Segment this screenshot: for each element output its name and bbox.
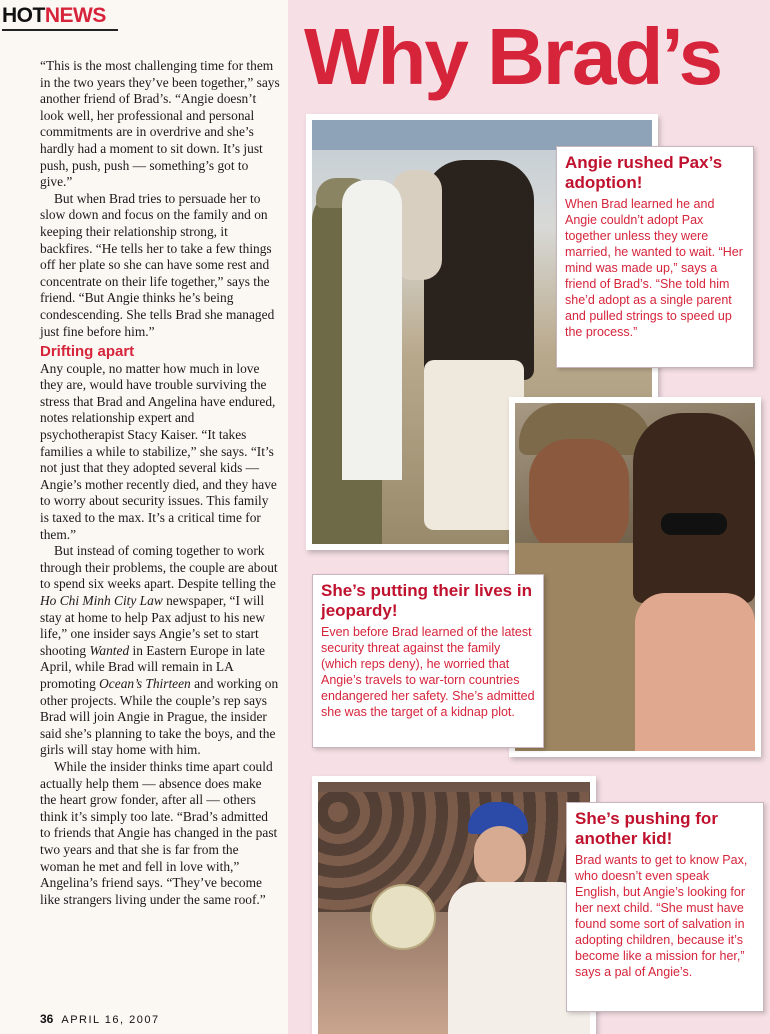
photo-woman-face <box>474 826 526 886</box>
article-body <box>40 58 280 908</box>
article-subhead: Drifting apart <box>40 343 135 361</box>
issue-date: APRIL 16, 2007 <box>61 1014 160 1026</box>
caption-another-kid <box>566 802 764 1012</box>
photo-woman-legs <box>424 360 524 530</box>
article-paragraph: While the insider thinks time apart could actually help them — absence does make the heart grow fonder, after all — others think it’s simply too late. “Brad’s admitted to friends that Angie has changed in the past two years and that she is far from the woman he met and fell in love with,” Angelina’s friend says. “They’ve become like strangers living under the same roof.” <box>40 758 278 907</box>
photo-officer-face <box>529 439 629 555</box>
photo-woman-sunglasses <box>661 513 727 535</box>
film-title: Ocean’s Thirteen <box>99 675 191 691</box>
caption-text: When Brad learned he and Angie couldn’t adopt Pax together unless they were married, he wanted to wait. “Her mind was made up,” says a friend of Brad’s. “She told him she’d adopt as a single parent and pulled strings to speed up the process.” <box>565 197 743 339</box>
caption-adoption <box>556 146 754 368</box>
page-folio <box>40 1012 160 1026</box>
caption-text: Brad wants to get to know Pax, who doesn’t even speak English, but Angie’s looking for her next child. “She must have found some sort of salvation in adopting children, because it’s become like a mission for her,” says a pal of Angie’s. <box>575 853 748 979</box>
caption-title: She’s pushing for another kid! <box>575 809 718 848</box>
section-tag <box>2 4 106 28</box>
caption-text: Even before Brad learned of the latest security threat against the family (which reps deny), he worried that Angie’s travels to war-torn countries endangered her safety. She’s admitted she was the target of a kidnap plot. <box>321 625 535 719</box>
caption-title: She’s putting their lives in jeopardy! <box>321 581 532 620</box>
text-run: in Eastern Europe in late April, while Brad will remain in LA promoting <box>40 642 265 691</box>
page-number: 36 <box>40 1012 54 1026</box>
photo-escort-figure <box>342 180 402 480</box>
headline: Why Brad’s <box>304 12 722 101</box>
photo-guard-closeup <box>515 403 755 751</box>
photo-children-crowd <box>318 782 590 1034</box>
film-title: Wanted <box>89 642 130 658</box>
section-tag-underline <box>2 29 118 31</box>
caption-jeopardy <box>312 574 544 748</box>
photo-soccer-ball <box>370 884 436 950</box>
section-tag-news: NEWS <box>44 4 106 27</box>
photo-woman-body <box>635 593 755 751</box>
text-run: newspaper, “I will stay at home to help Pax adjust to his new life,” one insider says Angie’s set to start shooting <box>40 593 266 658</box>
article-paragraph: But when Brad tries to persuade her to slow down and focus on the family and on keeping their relationship strong, it backfires. “He tells her to take a few things off her plate so she can have some rest and concentrate on their life together,” says the friend. “But Angie thinks he’s being condescending. She tells Brad she managed just fine before him.” <box>40 190 275 339</box>
publication-title: Ho Chi Minh City Law <box>40 593 163 608</box>
caption-title: Angie rushed Pax’s adoption! <box>565 153 723 192</box>
text-run: and working on other projects. While the couple’s rep says Brad will join Angie in Prague, the insider said she’s planning to take the boys, and the girls will stay home with him. <box>40 675 279 758</box>
article-paragraph <box>40 543 280 759</box>
photo-woman-hair <box>633 413 755 603</box>
article-paragraph: “This is the most challenging time for them in the two years they’ve been together,” says another friend of Brad’s. “Angie doesn’t look well, her professional and personal commitments are in overdrive and she’s hardly had a moment to sit down. It’s just push, push, push — something’s got to give.” <box>40 58 280 190</box>
text-run: But instead of coming together to work through their problems, the couple are about to spend six weeks apart. Despite telling the <box>40 543 278 592</box>
section-tag-hot: HOT <box>2 4 45 27</box>
article-paragraph: Any couple, no matter how much in love they are, would have trouble surviving the stress that Brad and Angelina have endured, notes relationship expert and psychotherapist Stacy Kaiser. “It takes families a while to stabilize,” she says. “It’s not just that they adopted several kids — Angie’s mother recently died, and they have to worry about security issues. This family is taxed to the max. It’s a critical time for them.” <box>40 360 277 542</box>
